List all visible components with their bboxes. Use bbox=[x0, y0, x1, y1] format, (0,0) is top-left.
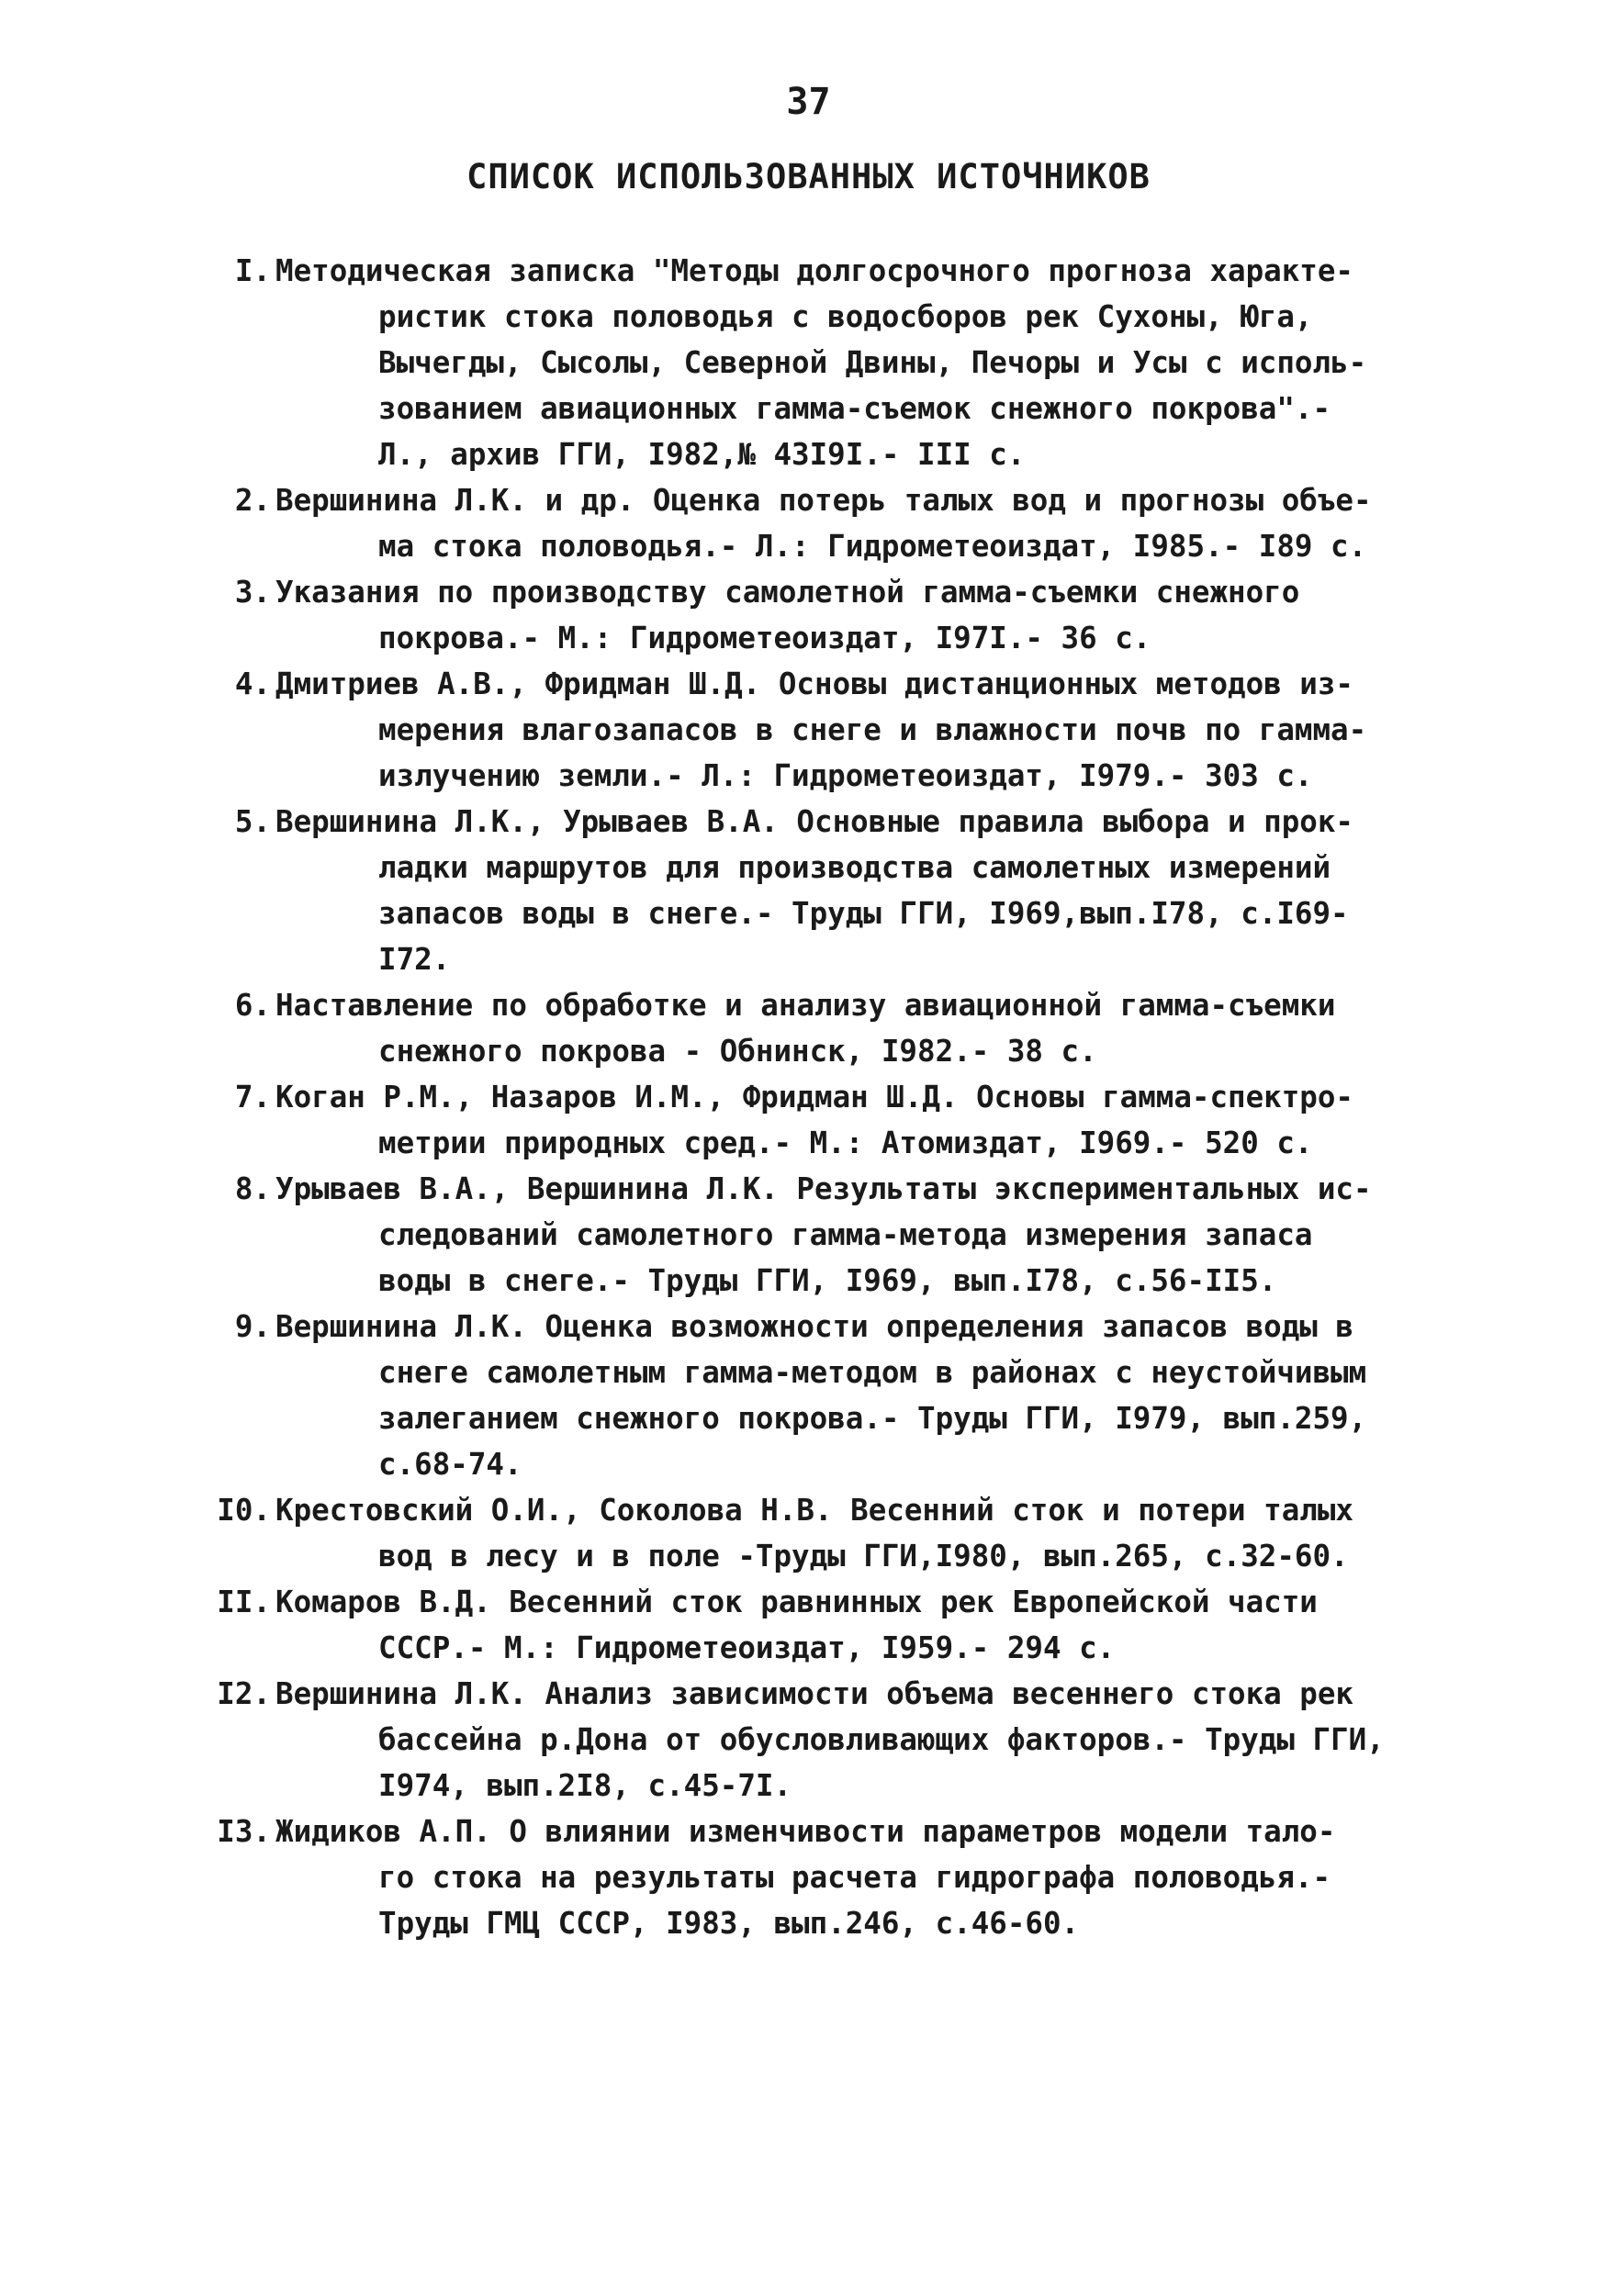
reference-text-line: ма стока половодья.- Л.: Гидрометеоиздат, I985.- I89 с. bbox=[378, 529, 1367, 564]
reference-number: I2. bbox=[217, 1676, 271, 1711]
reference-item bbox=[165, 1304, 1488, 1487]
reference-text-line: с.68-74. bbox=[378, 1447, 522, 1482]
reference-text-line: Вершинина Л.К. Оценка возможности определения запасов воды в bbox=[275, 1309, 1353, 1344]
reference-number: 2. bbox=[234, 483, 271, 518]
reference-number: 5. bbox=[234, 804, 271, 839]
reference-item bbox=[165, 982, 1488, 1074]
reference-item bbox=[165, 661, 1488, 799]
reference-item bbox=[165, 477, 1488, 569]
reference-text-line: вод в лесу и в поле -Труды ГГИ,I980, вып.265, с.32-60. bbox=[378, 1539, 1349, 1574]
reference-text-line: ладки маршрутов для производства самолетных измерений bbox=[378, 850, 1331, 885]
reference-item bbox=[165, 799, 1488, 982]
reference-text-line: метрии природных сред.- М.: Атомиздат, I969.- 520 с. bbox=[378, 1126, 1313, 1160]
reference-text-line: Урываев В.А., Вершинина Л.К. Результаты экспериментальных ис- bbox=[275, 1171, 1372, 1206]
reference-item bbox=[165, 569, 1488, 661]
reference-text-line: Вершинина Л.К. и др. Оценка потерь талых вод и прогнозы объе- bbox=[275, 483, 1372, 518]
reference-text-line: снежного покрова - Обнинск, I982.- 38 с. bbox=[378, 1034, 1097, 1069]
reference-text-line: Наставление по обработке и анализу авиационной гамма-съемки bbox=[275, 988, 1336, 1023]
reference-number: 3. bbox=[234, 575, 271, 610]
reference-item bbox=[165, 1809, 1488, 1946]
page-title: СПИСОК ИСПОЛЬЗОВАННЫХ ИСТОЧНИКОВ bbox=[466, 157, 1151, 196]
reference-text-line: I974, вып.2I8, с.45-7I. bbox=[378, 1768, 792, 1803]
reference-text-line: Указания по производству самолетной гамма-съемки снежного bbox=[275, 575, 1300, 610]
reference-text-line: Методическая записка "Методы долгосрочного прогноза характе- bbox=[275, 253, 1353, 288]
reference-text-line: ристик стока половодья с водосборов рек Сухоны, Юга, bbox=[378, 299, 1313, 334]
reference-item bbox=[165, 1166, 1488, 1304]
reference-item bbox=[165, 1074, 1488, 1166]
reference-text-line: бассейна р.Дона от обусловливающих факторов.- Труды ГГИ, bbox=[378, 1722, 1385, 1757]
reference-text-line: СССР.- М.: Гидрометеоиздат, I959.- 294 с. bbox=[378, 1630, 1116, 1665]
reference-item bbox=[165, 1671, 1488, 1809]
reference-text-line: Вершинина Л.К. Анализ зависимости объема весеннего стока рек bbox=[275, 1676, 1353, 1711]
reference-text-line: воды в снеге.- Труды ГГИ, I969, вып.I78, с.56-II5. bbox=[378, 1263, 1277, 1298]
reference-text-line: Дмитриев А.В., Фридман Ш.Д. Основы дистанционных методов из- bbox=[275, 666, 1353, 701]
reference-text-line: залеганием снежного покрова.- Труды ГГИ, I979, вып.259, bbox=[378, 1401, 1367, 1436]
reference-text-line: зованием авиационных гамма-съемок снежного покрова".- bbox=[378, 391, 1331, 426]
reference-item bbox=[165, 1579, 1488, 1671]
reference-number: 8. bbox=[234, 1171, 271, 1206]
reference-number: II. bbox=[217, 1585, 271, 1619]
reference-number: I. bbox=[234, 253, 271, 288]
reference-number: I0. bbox=[217, 1493, 271, 1528]
reference-text-line: следований самолетного гамма-метода измерения запаса bbox=[378, 1217, 1313, 1252]
reference-text-line: го стока на результаты расчета гидрографа половодья.- bbox=[378, 1860, 1331, 1895]
reference-text-line: Коган Р.М., Назаров И.М., Фридман Ш.Д. Основы гамма-спектро- bbox=[275, 1080, 1353, 1114]
reference-number: 9. bbox=[234, 1309, 271, 1344]
reference-number: I3. bbox=[217, 1814, 271, 1849]
reference-text-line: Комаров В.Д. Весенний сток равнинных рек Европейской части bbox=[275, 1585, 1318, 1619]
reference-text-line: Жидиков А.П. О влиянии изменчивости параметров модели тало- bbox=[275, 1814, 1336, 1849]
reference-text-line: запасов воды в снеге.- Труды ГГИ, I969,вып.I78, с.I69- bbox=[378, 896, 1349, 931]
reference-text-line: Труды ГМЦ СССР, I983, вып.246, с.46-60. bbox=[378, 1906, 1080, 1941]
reference-text-line: мерения влагозапасов в снеге и влажности почв по гамма- bbox=[378, 712, 1367, 747]
reference-text-line: I72. bbox=[378, 942, 451, 977]
reference-text-line: Вершинина Л.К., Урываев В.А. Основные правила выбора и прок- bbox=[275, 804, 1353, 839]
reference-text-line: Л., архив ГГИ, I982,№ 43I9I.- III с. bbox=[378, 437, 1026, 472]
reference-text-line: Вычегды, Сысолы, Северной Двины, Печоры и Усы с исполь- bbox=[378, 345, 1367, 380]
reference-text-line: покрова.- М.: Гидрометеоиздат, I97I.- 36 с. bbox=[378, 621, 1151, 655]
reference-number: 4. bbox=[234, 666, 271, 701]
reference-number: 7. bbox=[234, 1080, 271, 1114]
reference-list bbox=[165, 248, 1488, 1946]
reference-text-line: снеге самолетным гамма-методом в районах с неустойчивым bbox=[378, 1355, 1367, 1390]
reference-item bbox=[165, 248, 1488, 477]
reference-text-line: Крестовский О.И., Соколова Н.В. Весенний сток и потери талых bbox=[275, 1493, 1353, 1528]
page-number: 37 bbox=[786, 81, 831, 123]
reference-item bbox=[165, 1487, 1488, 1579]
reference-number: 6. bbox=[234, 988, 271, 1023]
reference-text-line: излучению земли.- Л.: Гидрометеоиздат, I979.- 303 с. bbox=[378, 758, 1313, 793]
